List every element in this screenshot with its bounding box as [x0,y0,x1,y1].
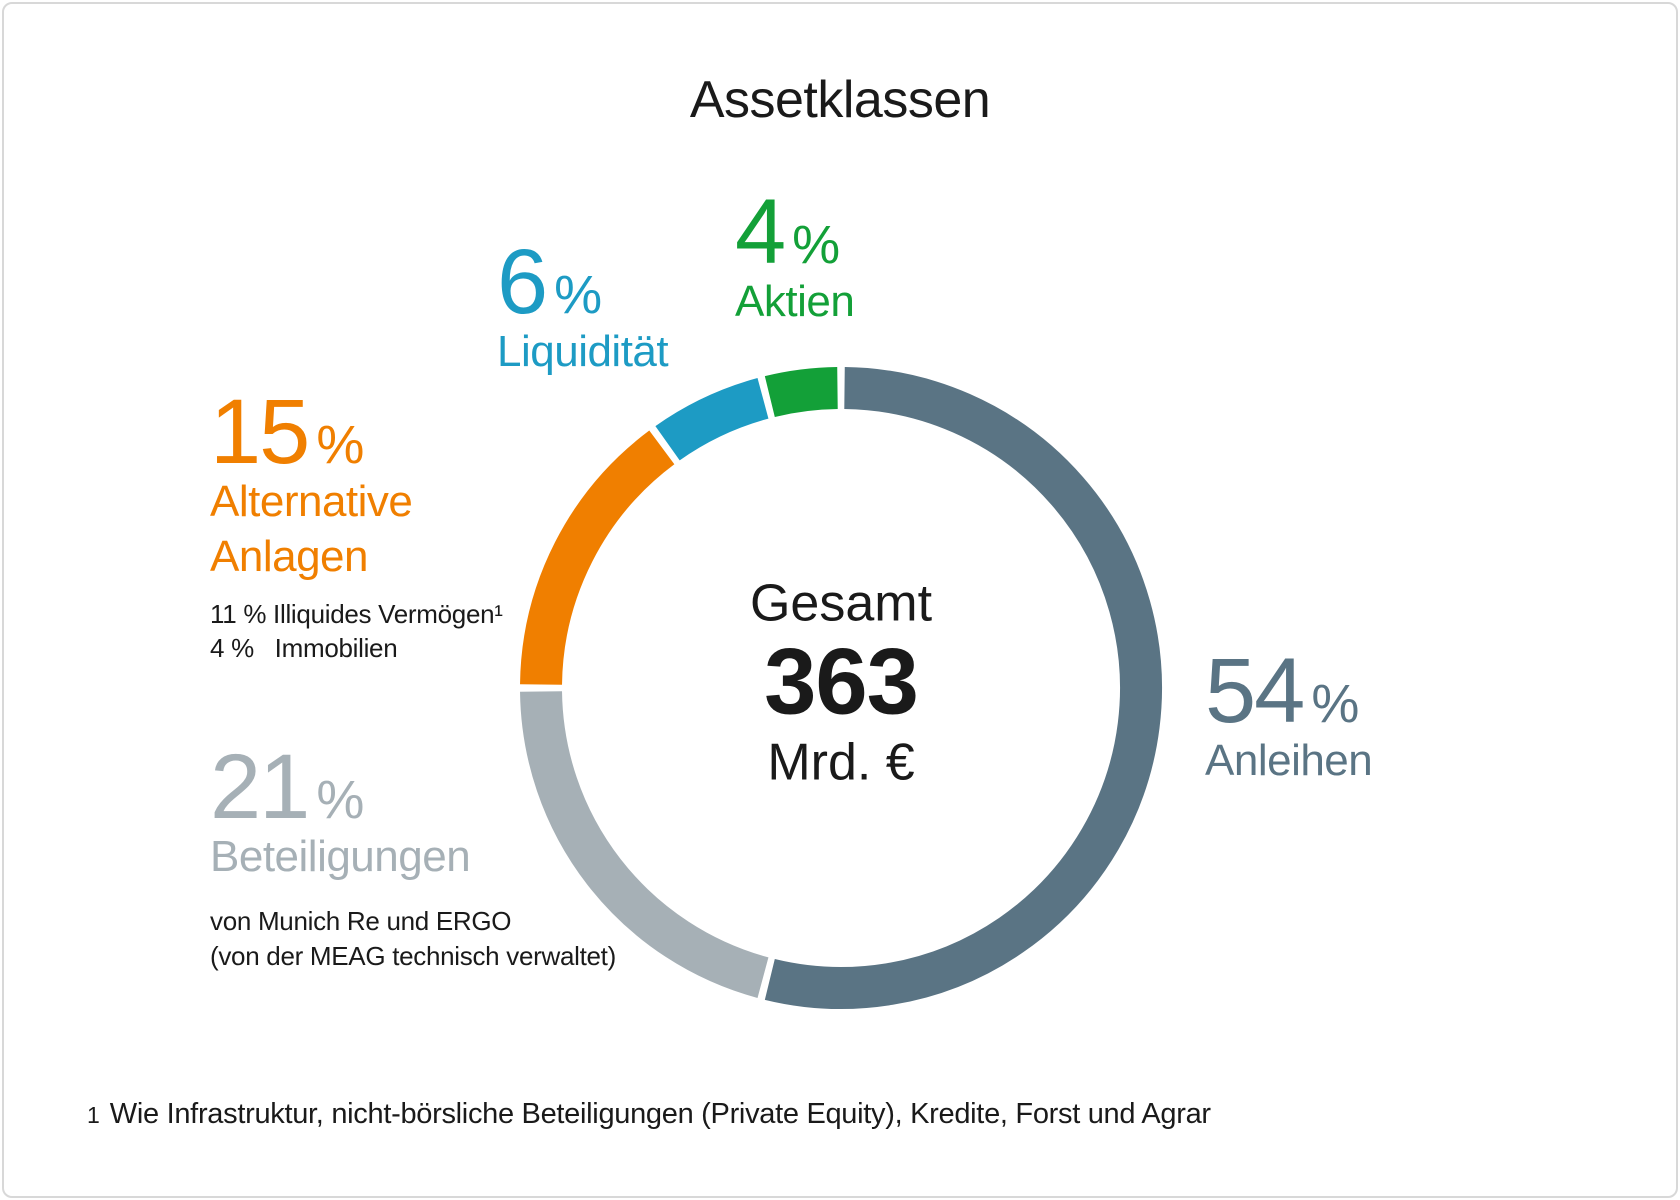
label-liquiditaet-name: Liquidität [497,327,669,376]
donut-segment-liquidit-t [668,398,763,443]
label-anleihen-name: Anleihen [1205,736,1373,785]
footnote-marker: 1 [87,1102,100,1128]
total-unit: Mrd. € [767,733,915,792]
donut-center-total [750,576,932,792]
label-liquiditaet-value: 6 % [497,231,603,333]
label-anleihen-value: 54 % [1205,640,1360,742]
label-beteiligungen [210,736,616,973]
label-anleihen [1205,640,1373,788]
label-alternative-anlagen-value: 15 % [210,381,365,483]
footnote-text: Wie Infrastruktur, nicht-börsliche Beteiligungen (Private Equity), Kredite, Forst und Agrar [109,1098,1211,1130]
label-alternative-anlagen-name: Alternative Anlagen [210,477,413,582]
label-aktien-value: 4 % [735,181,841,283]
donut-segment-alternative-anlagen [541,447,662,684]
label-aktien-name: Aktien [735,277,855,326]
donut-segment-aktien [770,388,838,397]
footnote [87,1098,1211,1131]
total-label: Gesamt [749,574,933,633]
total-value: 363 [764,628,918,734]
label-beteiligungen-value: 21 % [210,736,365,838]
label-alternative-anlagen [210,381,503,666]
label-beteiligungen-sublines: von Munich Re und ERGO (von der MEAG technisch verwaltet) [210,906,616,971]
label-liquiditaet [497,231,669,379]
chart-title: Assetklassen [689,71,991,129]
label-alternative-anlagen-sublines: 11 % Illiquides Vermögen¹ 4 % Immobilien [210,598,503,664]
label-aktien [735,181,855,329]
label-beteiligungen-name: Beteiligungen [210,832,471,881]
